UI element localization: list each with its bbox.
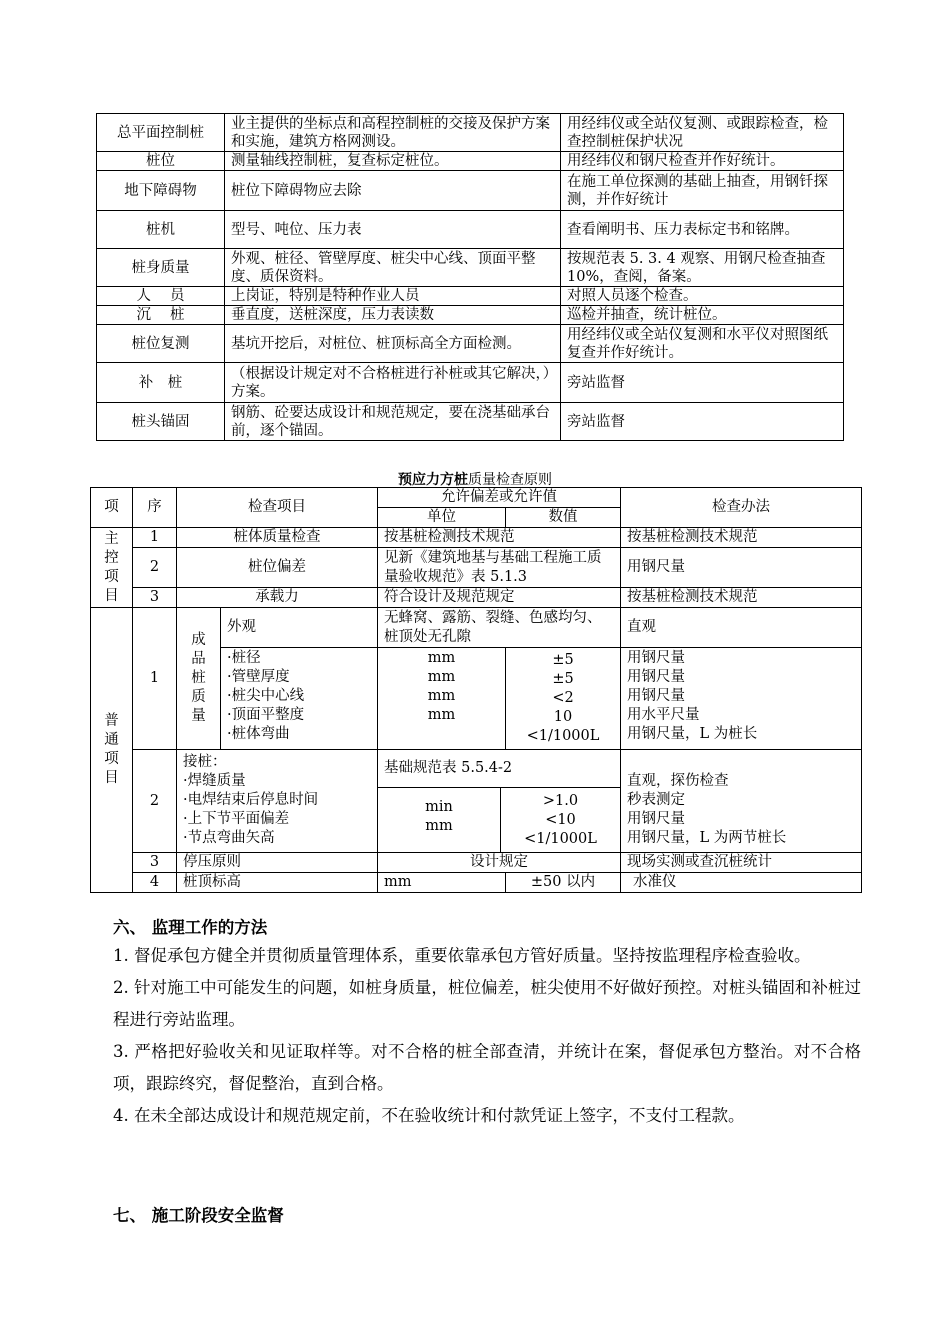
general-no: 1: [133, 608, 177, 750]
list-item: 用钢尺量，L 为桩长: [627, 726, 758, 742]
table-row: [97, 152, 844, 171]
paragraph: 3. 严格把好验收关和见证取样等。对不合格的桩全部查清，并统计在案，督促承包方整治。对不合格项，跟踪终究，督促整治，直到合格。: [113, 1042, 861, 1093]
table-row: [97, 249, 844, 287]
list-item: <1/1000L: [524, 831, 597, 847]
general-allow: 设计规定: [378, 853, 621, 873]
main-allow: 符合设计及规范规定: [378, 588, 621, 608]
header-method: 检查办法: [621, 488, 862, 528]
pile-inspection-table: [96, 113, 844, 441]
table-row: [97, 325, 844, 363]
row-method: 用经纬仪和钢尺检查并作好统计。: [561, 152, 844, 171]
main-label-text: 主控项目: [104, 530, 119, 604]
list-item: ±5: [552, 671, 574, 687]
row-method: 巡检并抽查，统计桩位。: [561, 306, 844, 325]
g1-methods: [621, 648, 862, 750]
section-6-body: [113, 940, 861, 1132]
appearance-allow: 无蜂窝、露筋、裂缝、色感均匀、桩顶处无孔隙: [378, 608, 621, 648]
list-item: 用钢尺量: [627, 669, 685, 685]
main-method: 用钢尺量: [621, 548, 862, 588]
table-row: [97, 363, 844, 403]
list-item: mm: [427, 688, 456, 704]
paragraph: 1. 督促承包方健全并贯彻质量管理体系，重要依靠承包方管好质量。坚持按监理程序检查验收。: [113, 946, 811, 965]
general-item: 停压原则: [177, 853, 378, 873]
row-item: 桩身质量: [97, 249, 225, 287]
row-method: 旁站监督: [561, 403, 844, 441]
general-method: 现场实测或查沉桩统计: [621, 853, 862, 873]
table-row: [97, 211, 844, 249]
row-content: 垂直度，送桩深度，压力表读数: [225, 306, 561, 325]
g1-values: [506, 648, 621, 750]
g1-units: [378, 648, 506, 750]
table-row: [97, 287, 844, 306]
general-label-text: 普通项目: [104, 713, 119, 786]
list-item: <1/1000L: [526, 728, 600, 744]
general-no: 4: [133, 873, 177, 893]
header-unit: 单位: [378, 508, 506, 528]
g2-subgrid: [378, 788, 620, 852]
finished-pile-group: [177, 608, 221, 750]
section-7-title: 七、 施工阶段安全监督: [113, 1206, 284, 1225]
row-item: 沉 桩: [97, 306, 225, 325]
g1-items: [221, 648, 378, 750]
appearance-method: 直观: [621, 608, 862, 648]
row-item: 桩位复测: [97, 325, 225, 363]
list-item: mm: [427, 707, 456, 723]
row-content: 业主提供的坐标点和高程控制桩的交接及保护方案和实施，建筑方格网测设。: [225, 114, 561, 152]
general-label: [91, 608, 133, 893]
paragraph: 2. 针对施工中可能发生的问题，如桩身质量，桩位偏差，桩尖使用不好做好预控。对桩头锚固和补桩过程进行旁站监理。: [113, 978, 861, 1029]
paragraph: 4. 在未全部达成设计和规范规定前，不在验收统计和付款凭证上签字，不支付工程款。: [113, 1106, 745, 1125]
finished-pile-group-text: 成品桩质量: [191, 632, 206, 724]
table-row: [97, 306, 844, 325]
row-content: 测量轴线控制桩，复查标定桩位。: [225, 152, 561, 171]
row-content: （根据设计规定对不合格桩进行补桩或其它解决，）方案。: [225, 363, 561, 403]
header-xu: 序: [133, 488, 177, 528]
general-item: 桩顶标高: [177, 873, 378, 893]
row-content: 上岗证，特别是特种作业人员: [225, 287, 561, 306]
main-allow: 见新《建筑地基与基础工程施工质量验收规范》表 5.1.3: [378, 548, 621, 588]
header-value: 数值: [506, 508, 621, 528]
main-item: 承载力: [177, 588, 378, 608]
list-item: 秒表测定: [627, 792, 685, 808]
row-method: 对照人员逐个检查。: [561, 287, 844, 306]
list-item: 用钢尺量: [627, 811, 685, 827]
row-item: 总平面控制桩: [97, 114, 225, 152]
row-method: 用经纬仪或全站仪复测和水平仪对照图纸复查并作好统计。: [561, 325, 844, 363]
row-method: 按规范表 5. 3. 4 观察、用钢尺检查抽查 10%，查阅，备案。: [561, 249, 844, 287]
g2-allow: [378, 750, 621, 853]
general-unit: mm: [378, 873, 506, 893]
g2-std: 基础规范表 5.5.4-2: [378, 750, 620, 788]
row-item: 补 桩: [97, 363, 225, 403]
general-method: 水准仪: [621, 873, 862, 893]
row-method: 旁站监督: [561, 363, 844, 403]
list-item: ±5: [552, 652, 574, 668]
header-xiang: 项: [91, 488, 133, 528]
row-method: 用经纬仪或全站仪复测、或跟踪检查，检查控制桩保护状况: [561, 114, 844, 152]
prestressed-pile-quality-table: [90, 487, 862, 893]
list-item: mm: [427, 669, 456, 685]
row-content: 基坑开挖后，对桩位、桩顶标高全方面检测。: [225, 325, 561, 363]
list-item: ·节点弯曲矢高: [183, 830, 275, 846]
general-value: ±50 以内: [506, 873, 621, 893]
table-row: [97, 403, 844, 441]
main-item: 桩位偏差: [177, 548, 378, 588]
list-item: <10: [545, 812, 576, 828]
list-item: 用钢尺量: [627, 688, 685, 704]
list-item: min: [425, 799, 453, 815]
header-allow: 允许偏差或允许值: [378, 488, 621, 508]
main-allow: 按基桩检测技术规范: [378, 528, 621, 548]
row-content: 钢筋、砼要达成设计和规范规定，要在浇基础承台前，逐个锚固。: [225, 403, 561, 441]
row-item: 人 员: [97, 287, 225, 306]
list-item: ·桩尖中心线: [227, 688, 305, 704]
table2-title: [0, 469, 950, 489]
main-label: [91, 528, 133, 608]
general-no: 3: [133, 853, 177, 873]
g2-items: [177, 750, 378, 853]
table-row: [97, 114, 844, 152]
list-item: ·管壁厚度: [227, 669, 290, 685]
table2-title-rest: 质量检查原则: [468, 472, 552, 488]
g2-methods: [621, 750, 862, 853]
row-item: 桩机: [97, 211, 225, 249]
list-item: 用钢尺量，L 为两节桩长: [627, 830, 787, 846]
row-content: 型号、吨位、压力表: [225, 211, 561, 249]
appearance-item: 外观: [221, 608, 378, 648]
main-method: 按基桩检测技术规范: [621, 528, 862, 548]
table-row: [97, 171, 844, 211]
row-item: 桩位: [97, 152, 225, 171]
list-item: ·桩径: [227, 650, 261, 666]
section-6-title: 六、 监理工作的方法: [113, 918, 268, 937]
list-item: <2: [552, 690, 574, 706]
list-item: 接桩：: [183, 754, 227, 770]
g2-units: [378, 788, 501, 852]
main-no: 2: [133, 548, 177, 588]
g2-values: [501, 788, 620, 852]
header-item: 检查项目: [177, 488, 378, 528]
list-item: ·桩体弯曲: [227, 726, 290, 742]
general-no: 2: [133, 750, 177, 853]
list-item: ·顶面平整度: [227, 707, 305, 723]
row-content: 外观、桩径、管壁厚度、桩尖中心线、顶面平整度、质保资料。: [225, 249, 561, 287]
list-item: ·焊缝质量: [183, 773, 246, 789]
list-item: 用水平尺量: [627, 707, 700, 723]
list-item: 用钢尺量: [627, 650, 685, 666]
list-item: 直观，探伤检查: [627, 773, 729, 789]
list-item: ·电焊结束后停息时间: [183, 792, 319, 808]
row-item: 地下障碍物: [97, 171, 225, 211]
row-item: 桩头锚固: [97, 403, 225, 441]
list-item: mm: [425, 818, 453, 834]
row-content: 桩位下障碍物应去除: [225, 171, 561, 211]
list-item: ·上下节平面偏差: [183, 811, 290, 827]
main-item: 桩体质量检查: [177, 528, 378, 548]
list-item: >1.0: [542, 793, 579, 809]
main-no: 3: [133, 588, 177, 608]
row-method: 查看阐明书、压力表标定书和铭牌。: [561, 211, 844, 249]
list-item: 10: [553, 709, 573, 725]
table2-title-bold: 预应力方桩: [398, 472, 468, 488]
main-no: 1: [133, 528, 177, 548]
main-method: 按基桩检测技术规范: [621, 588, 862, 608]
list-item: mm: [427, 650, 456, 666]
row-method: 在施工单位探测的基础上抽查，用钢钎探测，并作好统计: [561, 171, 844, 211]
